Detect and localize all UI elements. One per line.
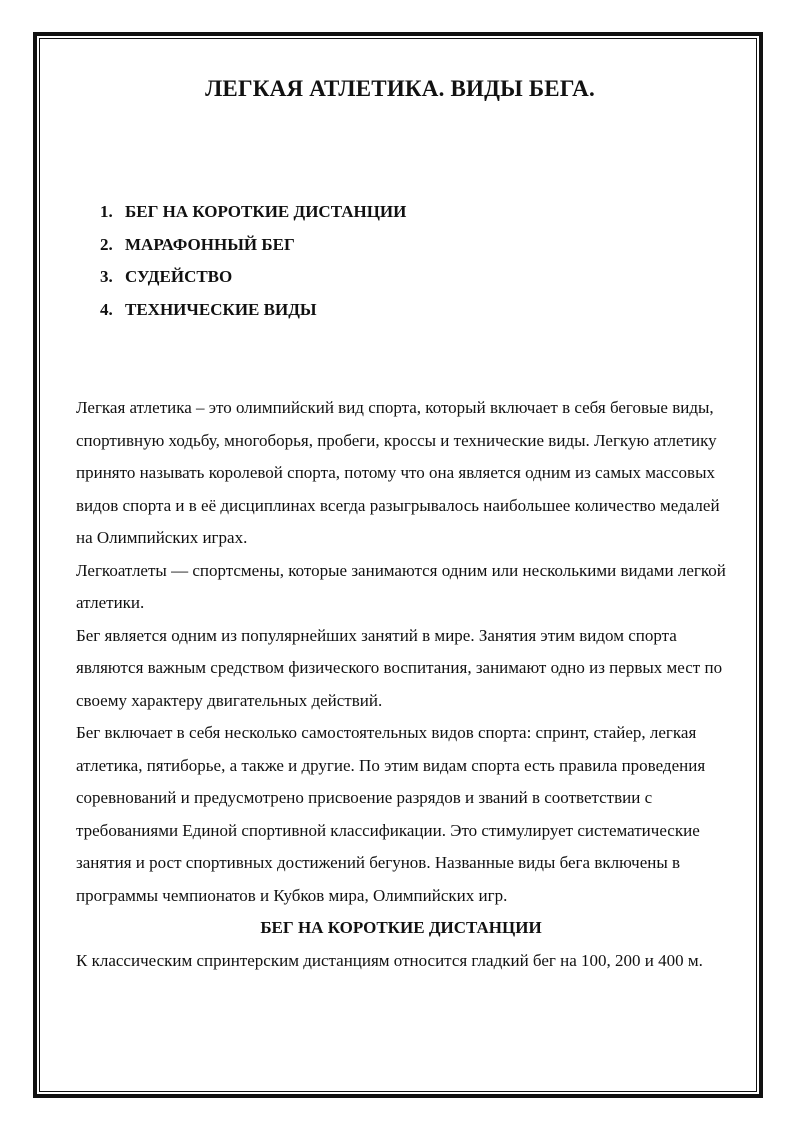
toc-item [100, 261, 406, 294]
toc-label: БЕГ НА КОРОТКИЕ ДИСТАНЦИИ [125, 202, 407, 221]
paragraph-intro: Легкая атлетика – это олимпийский вид спорта, который включает в себя беговые виды, спортивную ходьбу, многоборья, пробеги, кроссы и технические виды. Легкую атлетику принято называть королевой спорта, потому что она является одним из самых массовых видов спорта и в её дисциплинах всегда разыгрывалось наибольшее количество медалей на Олимпийских играх. [76, 398, 720, 547]
toc-number: 2. [100, 234, 113, 254]
paragraph-athletes: Легкоатлеты — спортсмены, которые занимаются одним или несколькими видами легкой атлетики. [76, 560, 726, 612]
paragraph-running-types: Бег включает в себя несколько самостоятельных видов спорта: спринт, стайер, легкая атлетика, пятиборье, а также и другие. По этим видам спорта есть правила проведения соревнований и предусмотрено присвоение разрядов и званий в соответствии с требованиями Единой спортивной классификации. Это стимулирует систематические занятия и рост спортивных достижений бегунов. Названные виды бега включены в программы чемпионатов и Кубков мира, Олимпийских игр. [76, 723, 706, 905]
toc-item [100, 229, 406, 262]
toc-label: ТЕХНИЧЕСКИЕ ВИДЫ [125, 299, 317, 319]
table-of-contents [100, 196, 406, 326]
body-text [76, 392, 726, 977]
toc-number: 3. [100, 267, 113, 286]
toc-item [100, 294, 406, 327]
toc-label: СУДЕЙСТВО [125, 267, 233, 286]
toc-label: МАРАФОННЫЙ БЕГ [125, 234, 295, 254]
section-paragraph: К классическим спринтерским дистанциям относится гладкий бег на 100, 200 и 400 м. [76, 950, 703, 970]
toc-item [100, 196, 406, 229]
toc-number: 4. [100, 299, 113, 319]
page-title: ЛЕГКАЯ АТЛЕТИКА. ВИДЫ БЕГА. [205, 76, 595, 101]
toc-number: 1. [100, 202, 113, 221]
section-heading: БЕГ НА КОРОТКИЕ ДИСТАНЦИИ [260, 918, 542, 937]
paragraph-running: Бег является одним из популярнейших занятий в мире. Занятия этим видом спорта являются важным средством физического воспитания, занимают одно из первых мест по своему характеру двигательных действий. [76, 625, 723, 710]
